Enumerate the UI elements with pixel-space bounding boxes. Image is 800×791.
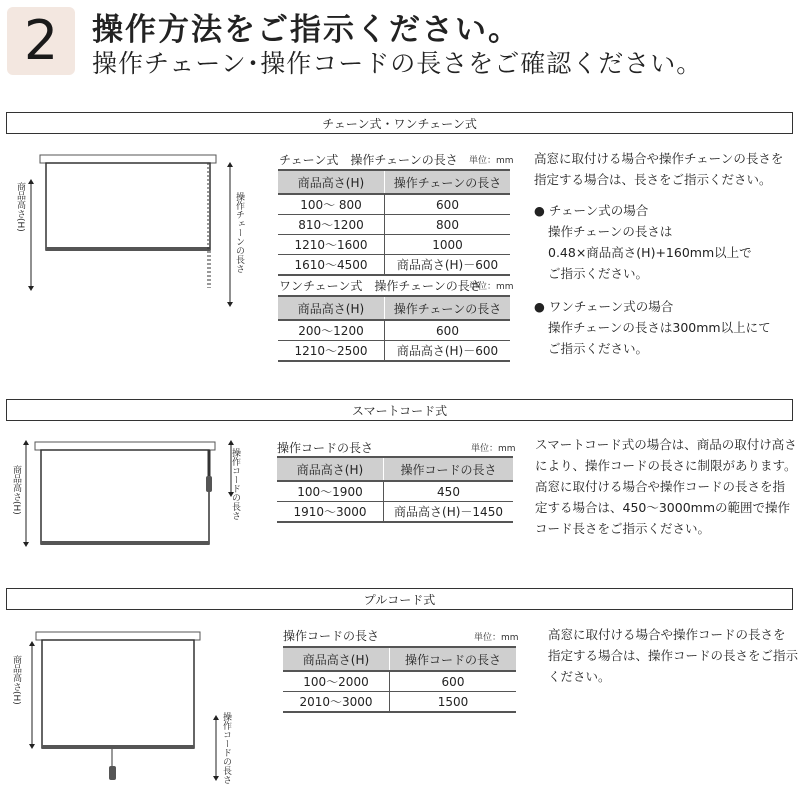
table-header-row [277,457,513,481]
table-row [278,235,510,255]
table-row [277,481,513,502]
table-row [278,320,510,341]
step-badge [7,7,75,75]
table-row [277,502,513,523]
chain-bullet [534,200,783,284]
table-cell: 商品高さ(H)－600 [385,255,511,276]
chain-table-caption: チェーン式 操作チェーンの長さ [279,153,458,167]
pull-blind-diagram [10,628,250,788]
pull-length-label: 操作コードの長さ [221,712,231,784]
smart-blind-diagram [10,436,250,556]
col-header-height: 商品高さ(H) [283,647,390,671]
table-cell: 100～1900 [277,481,384,502]
table-row [278,341,510,362]
pull-note [548,624,798,687]
note-line: 定する場合は、450～3000mmの範囲で操作 [535,500,791,515]
section-title-pull: プルコード式 [363,592,436,607]
table-cell: 1210～1600 [278,235,385,255]
onechain-bullet [534,296,783,359]
pull-table-unit: 単位：mm [474,633,519,643]
table-row [283,692,516,713]
chain-length-label: 操作チェーンの長さ [234,192,244,273]
section-title-smart: スマートコード式 [351,403,448,418]
page-title: 操作方法をご指示ください。 [92,12,521,48]
chain-height-label: 商品高さ(H) [15,182,25,232]
pull-table-caption: 操作コードの長さ [283,629,380,643]
step-number: 2 [23,9,59,72]
chain-table-unit: 単位：mm [469,156,514,166]
pull-table [283,646,516,713]
table-cell: 1000 [385,235,511,255]
smart-table-unit: 単位：mm [471,444,516,454]
table-cell: 商品高さ(H)－1450 [384,502,514,523]
section-bar-pull [6,588,793,610]
bullet-title: チェーン式の場合 [548,203,649,218]
table-cell: 1210～2500 [278,341,385,362]
col-header-length: 操作チェーンの長さ [385,296,511,320]
table-cell: 600 [390,671,517,692]
table-row [278,194,510,215]
section-bar-chain [6,112,793,134]
table-cell: 1500 [390,692,517,713]
bullet-icon: ● [534,203,545,218]
table-cell: 100～ 800 [278,194,385,215]
table-cell: 100～2000 [283,671,390,692]
bullet-title: ワンチェーン式の場合 [548,299,674,314]
table-cell: 600 [385,194,511,215]
note-line: 指定する場合は、操作コードの長さをご指示 [548,648,799,663]
note-line: 高窓に取付ける場合や操作チェーンの長さを [534,151,784,166]
note-line: ください。 [548,669,611,684]
table-header-row [278,296,510,320]
col-header-length: 操作コードの長さ [384,457,514,481]
note-line: 高窓に取付ける場合や操作コードの長さを指 [535,479,786,494]
note-line: 高窓に取付ける場合や操作コードの長さを [548,627,786,642]
table-header-row [278,170,510,194]
chain-blind-diagram [10,148,250,308]
table-cell: 1610～4500 [278,255,385,276]
bullet-icon: ● [534,299,545,314]
table-cell: 200～1200 [278,320,385,341]
table-cell: 2010～3000 [283,692,390,713]
note-line: 操作チェーンの長さは300mm以上にて [548,320,771,335]
table-row [278,255,510,276]
table-header-row [283,647,516,671]
col-header-height: 商品高さ(H) [278,170,385,194]
smart-table-caption: 操作コードの長さ [277,441,374,455]
table-cell: 1910～3000 [277,502,384,523]
note-line: により、操作コードの長さに制限があります。 [535,458,797,473]
pull-height-label: 商品高さ(H) [11,655,21,705]
note-line: 指定する場合は、長さをご指示ください。 [534,172,772,187]
smart-length-label: 操作コードの長さ [230,448,240,520]
section-bar-smart [6,399,793,421]
table-cell: 800 [385,215,511,235]
table-cell: 商品高さ(H)－600 [385,341,511,362]
chain-note [534,148,783,359]
col-header-length: 操作チェーンの長さ [385,170,511,194]
smart-height-label: 商品高さ(H) [11,465,21,515]
table-cell: 810～1200 [278,215,385,235]
note-line: ご指示ください。 [548,266,649,281]
col-header-height: 商品高さ(H) [278,296,385,320]
col-header-length: 操作コードの長さ [390,647,517,671]
onechain-table [278,295,510,362]
table-cell: 600 [385,320,511,341]
note-line: 0.48×商品高さ(H)+160mm以上で [548,245,752,260]
note-line: 操作チェーンの長さは [548,224,673,239]
table-row [283,671,516,692]
note-line: コード長さをご指示ください。 [535,521,711,536]
chain-table [278,169,510,276]
smart-table [277,456,513,523]
table-row [278,215,510,235]
smart-note [535,434,797,539]
col-header-height: 商品高さ(H) [277,457,384,481]
onechain-table-unit: 単位：mm [469,282,514,292]
onechain-table-caption: ワンチェーン式 操作チェーンの長さ [279,279,482,293]
note-line: ご指示ください。 [548,341,649,356]
note-line: スマートコード式の場合は、商品の取付け高さ [535,437,797,452]
table-cell: 450 [384,481,514,502]
page-subtitle: 操作チェーン･操作コードの長さをご確認ください。 [92,49,703,78]
section-title-chain: チェーン式・ワンチェーン式 [322,116,477,131]
